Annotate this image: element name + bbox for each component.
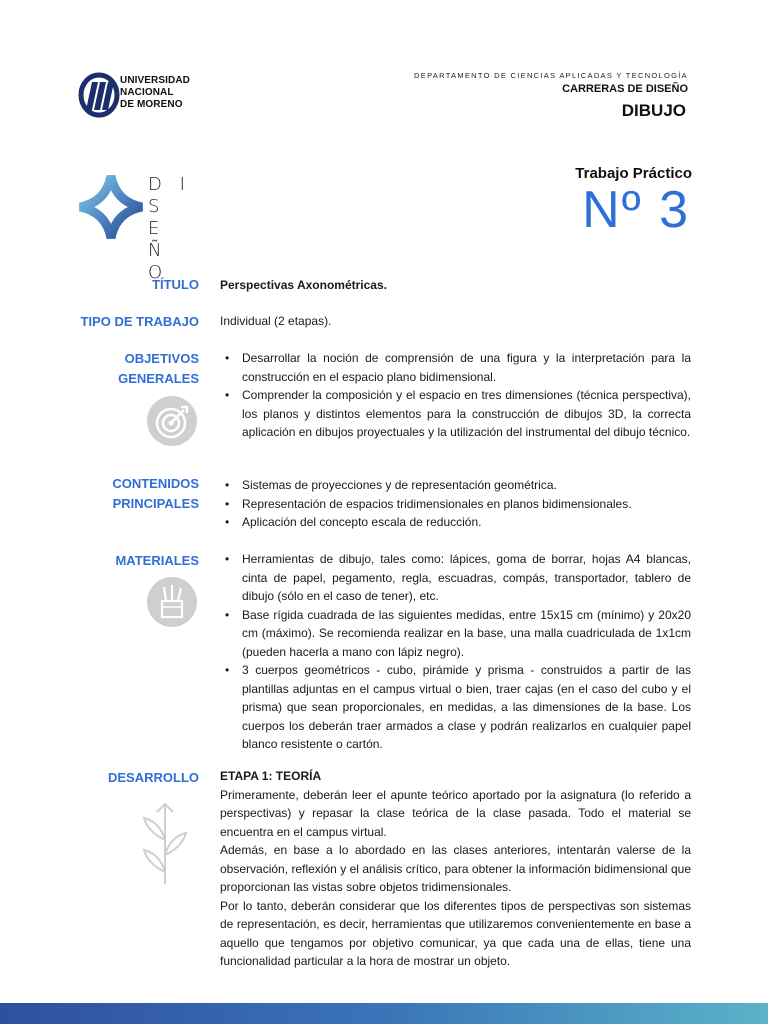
pencil-cup-icon — [147, 577, 197, 627]
titulo-value: Perspectivas Axonométricas. — [220, 278, 387, 292]
objetivos-list — [220, 349, 691, 442]
list-item: • Herramientas de dibujo, tales como: lápices, goma de borrar, hojas A4 blancas, cinta de papel, pegamento, regla, escuadras, compás, transportador, tablero de dibujo (sólo en el caso de tener), etc. — [242, 550, 691, 606]
objetivos-label: OBJETIVOS GENERALES — [118, 351, 199, 386]
materiales-label: MATERIALES — [115, 553, 199, 568]
contenidos-list — [220, 476, 691, 532]
plant-growth-icon — [140, 800, 190, 885]
trabajo-practico-number: Nº 3 — [582, 181, 690, 239]
list-item: • 3 cuerpos geométricos - cubo, pirámide y prisma - construidos a partir de las plantillas adjuntas en el campus virtual o bien, traer cajas (en el caso del cubo y el prisma) que sean proporcionales, en medidas, a las dimensiones de la base. Los cuerpos los deberán traer armados a clase y podrán realizarlos en cualquier papel blanco resistente o cartón. — [242, 661, 691, 754]
diseno-star-icon — [76, 172, 146, 242]
list-item: • Representación de espacios tridimensionales en planos bidimensionales. — [242, 495, 691, 514]
contenidos-label: CONTENIDOS PRINCIPALES — [112, 476, 199, 511]
paragraph: Primeramente, deberán leer el apunte teórico aportado por la asignatura (lo referido a perspectivas) y repasar la clase teórica de la clase pasada. Todo el material se encuentra en el campus virtual. — [220, 787, 691, 839]
university-logo — [78, 72, 208, 118]
careers-title: CARRERAS DE DISEÑO — [562, 83, 688, 95]
department-name: DEPARTAMENTO DE CIENCIAS APLICADAS Y TECNOLOGÍA — [414, 71, 688, 80]
list-item: • Comprender la composición y el espacio en tres dimensiones (técnica perspectiva), los planos y distintos elementos para la construcción de dibujos 3D, la correcta aplicación en dibujos proyectuales y la utilización del instrumental del dibujo técnico. — [242, 386, 691, 442]
list-item: • Base rígida cuadrada de las siguientes medidas, entre 15x15 cm (mínimo) y 20x20 cm (máximo). Se recomienda realizar en la base, una malla cuadriculada de 1x1cm (pueden hacerla a mano con lápiz negro). — [242, 606, 691, 662]
footer-gradient-bar — [0, 1003, 768, 1024]
list-item: • Aplicación del concepto escala de reducción. — [242, 513, 691, 532]
unm-emblem-icon — [78, 72, 120, 118]
target-icon — [147, 396, 197, 446]
materiales-list — [220, 550, 691, 754]
desarrollo-label: DESARROLLO — [108, 770, 199, 785]
diseno-wordmark: D I S E Ñ O — [148, 174, 191, 283]
paragraph: Por lo tanto, deberán considerar que los diferentes tipos de perspectivas son sistemas de representación, es decir, herramientas que utilizaremos convenientemente en base a aquello que tengamos por objetivo comunicar, ya que cada una de ellas, tiene una funcionalidad particular a la hora de mostrar un objeto. — [220, 898, 691, 968]
desarrollo-content — [220, 767, 691, 971]
tipo-value: Individual (2 etapas). — [220, 314, 332, 328]
trabajo-practico-label: Trabajo Práctico — [575, 165, 692, 182]
titulo-label: TÍTULO — [152, 277, 199, 292]
subject-title: DIBUJO — [621, 101, 686, 120]
list-item: • Sistemas de proyecciones y de representación geométrica. — [242, 476, 691, 495]
paragraph: Además, en base a lo abordado en las clases anteriores, intentarán valerse de la observación, reflexión y el análisis crítico, para obtener la información bidimensional que proporcionan las vistas sobre objetos tridimensionales. — [220, 843, 691, 894]
etapa-heading: ETAPA 1: TEORÍA — [220, 769, 322, 783]
university-name: UNIVERSIDAD NACIONAL DE MORENO — [120, 75, 190, 110]
tipo-label: TIPO DE TRABAJO — [80, 314, 199, 329]
list-item: • Desarrollar la noción de comprensión de una figura y la interpretación para la construcción en el espacio plano bidimensional. — [242, 349, 691, 386]
diseno-logo — [76, 172, 196, 283]
